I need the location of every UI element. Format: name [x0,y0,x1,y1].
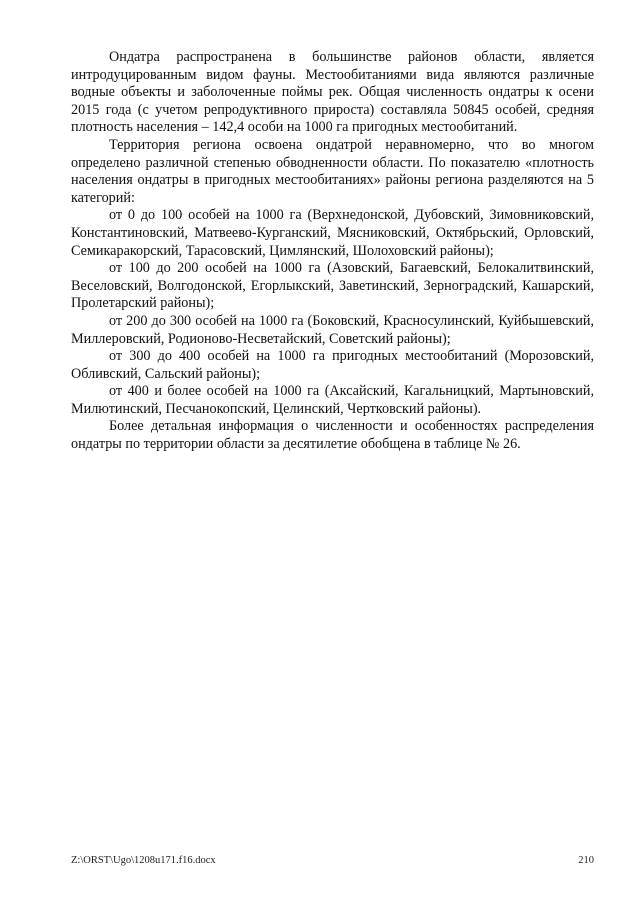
paragraph-category-200-300: от 200 до 300 особей на 1000 га (Боковский, Красносулинский, Куйбышевский, Миллеровский, Родионово-Несветайский, Советский районы); [71,312,594,347]
document-body [71,49,594,454]
paragraph-category-0-100: от 0 до 100 особей на 1000 га (Верхнедонской, Дубовский, Зимовниковский, Константиновский, Матвеево-Курганский, Мясниковский, Октябрьский, Орловский, Семикаракорский, Тарасовский, Цимлянский, Шолоховский районы); [71,207,594,259]
footer-file-path: Z:\ORST\Ugo\1208u171.f16.docx [71,855,216,866]
paragraph-category-100-200: от 100 до 200 особей на 1000 га (Азовский, Багаевский, Белокалитвинский, Веселовский, Волгодонской, Егорлыкский, Заветинский, Зерноградский, Кашарский, Пролетарский районы); [71,260,594,312]
paragraph-category-400-plus: от 400 и более особей на 1000 га (Аксайский, Кагальницкий, Мартыновский, Милютинский, Песчанокопский, Целинский, Чертковский районы). [71,383,594,417]
paragraph-territory-density: Территория региона освоена ондатрой неравномерно, что во многом определено различной степенью обводненности области. По показателю «плотность населения ондатры в пригодных местообитаниях» районы региона разделяются на 5 категорий: [71,136,594,206]
paragraph-category-300-400: от 300 до 400 особей на 1000 га пригодных местообитаний (Морозовский, Обливский, Сальский районы); [71,348,594,382]
paragraph-table-reference: Более детальная информация о численности и особенностях распределения ондатры по территории области за десятилетие обобщена в таблице № 26. [71,418,594,453]
footer-page-number: 210 [578,855,594,866]
paragraph-muskrat-distribution: Ондатра распространена в большинстве районов области, является интродуцированным видом фауны. Местообитаниями вида являются различные водные объекты и заболоченные поймы рек. Общая численность ондатры к осени 2015 года (с учетом репродуктивного прироста) составляла 50845 особей, средняя плотность населения – 142,4 особи на 1000 га пригодных местообитаний. [71,49,594,136]
